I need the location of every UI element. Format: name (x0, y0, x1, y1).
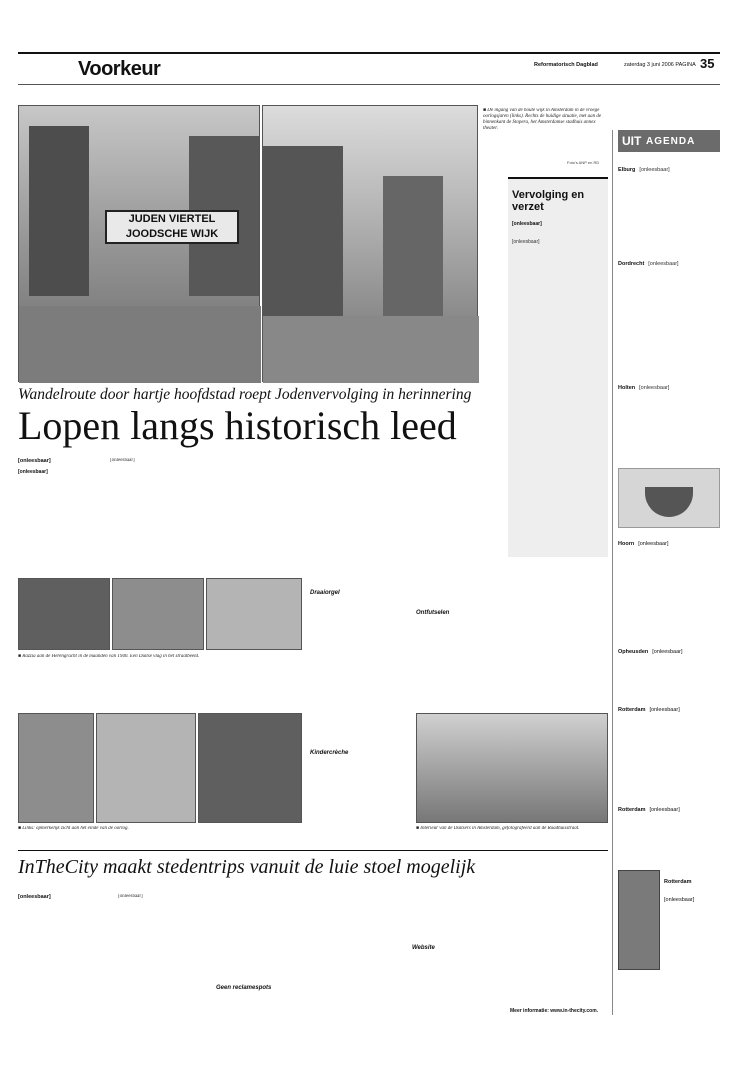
second-intro (18, 894, 110, 901)
section-title-text: Voorkeur (78, 58, 161, 80)
entry-text: [onleesbaar] (664, 897, 695, 903)
entry-place: Hoorn (618, 541, 635, 547)
historic-photo (18, 105, 260, 382)
entry-text: [onleesbaar] (652, 649, 683, 655)
fondue-pot (645, 487, 693, 517)
subhead-draaiorgel: Draaiorgel (310, 590, 340, 596)
vervolging-title: Vervolging en verzet (512, 189, 585, 213)
vervolging-intro: [onleesbaar] (512, 221, 542, 227)
entry-place: Opheusden (618, 649, 649, 655)
top-body-cont (310, 600, 410, 748)
footer-link[interactable]: Meer informatie: www.in-thecity.com. (510, 1008, 599, 1014)
byline: [onleesbaar] (18, 468, 48, 475)
top-intro (18, 458, 103, 475)
subhead-reclamespots: Geen reclamespots (216, 985, 272, 991)
newspaper-name: Reformatorisch Dagblad (534, 62, 598, 68)
uitagenda-title-prefix: UIT (622, 134, 642, 148)
historic-street (19, 306, 261, 383)
entry-text: [onleesbaar] (649, 707, 680, 713)
entry-place: Dordrecht (618, 261, 645, 267)
lower-photo-3 (198, 713, 302, 823)
caption-herengracht (18, 654, 302, 672)
uitagenda-column (618, 130, 720, 1015)
caption-lower-right-text: Interieur van de Duitsers in Amsterdam, gefotografeerd aan de Raadhuisstraat. (420, 826, 580, 831)
date-text: zaterdag 3 juni 2006 (624, 62, 674, 68)
historic-building-left (29, 126, 89, 296)
juden-viertel-sign (105, 210, 239, 244)
top-headline: Lopen langs historisch leed (18, 403, 457, 448)
cyclist-photo (618, 870, 660, 970)
sign-line-1: JUDEN VIERTEL (128, 213, 216, 225)
caption-bullet: ■ (416, 826, 421, 831)
entry-place: Rotterdam (618, 807, 646, 813)
page-label: PAGINA (675, 62, 696, 68)
herengracht-photo-2 (112, 578, 204, 650)
caption-herengracht-text: Razzia aan de Herengracht in de maanden van 1940. Een Duitse vlag in het straatbeeld. (22, 654, 200, 659)
bottom-entry (664, 870, 720, 906)
intro-text: [onleesbaar] (18, 458, 51, 464)
caption-top-text: De ingang van de houte wijk in Amsterdam in de vroege oorlogsjaren (links). Rechts de huidige situatie, met aan de binnenkant de Stopera, het Amsterdamse stadhuis annex theater. (483, 108, 602, 131)
vervolging-body: [onleesbaar] (512, 239, 540, 245)
photo-credit: Foto's ANP en RD (567, 160, 600, 165)
modern-street (263, 316, 479, 383)
entry-text: [onleesbaar] (639, 385, 670, 391)
top-kicker: Wandelroute door hartje hoofdstad roept Jodenvervolging in herinnering (18, 386, 472, 403)
caption-bullet: ■ (18, 654, 23, 659)
entry-place: Holten (618, 385, 636, 391)
modern-building-left (263, 146, 343, 316)
entry-text: [onleesbaar] (639, 167, 670, 173)
raadhuisstraat-photo (416, 713, 608, 823)
caption-lower-right (416, 826, 608, 838)
second-headline: InTheCity maakt stedentrips vanuit de luie stoel mogelijk (18, 856, 476, 878)
header-rule-top (18, 52, 720, 54)
herengracht-photo-1 (18, 578, 110, 650)
second-body: [onleesbaar] (118, 894, 143, 899)
uitagenda-header (618, 130, 720, 152)
section-title (78, 58, 218, 84)
caption-lower-left (18, 826, 302, 838)
subhead-ontfutselen: Ontfutselen (416, 610, 450, 616)
page-date (624, 62, 696, 68)
lower-photo-1 (18, 713, 94, 823)
modern-photo (262, 105, 478, 382)
uitagenda-entry (618, 252, 720, 270)
entry-text: [onleesbaar] (648, 261, 679, 267)
fondue-photo (618, 468, 720, 528)
entry-place: Elburg (618, 167, 636, 173)
uitagenda-entry (618, 698, 720, 716)
caption-top-photos (483, 108, 603, 156)
page-header (18, 50, 720, 86)
entry-text: [onleesbaar] (638, 541, 669, 547)
hoorn-entry (618, 532, 720, 550)
uitagenda-divider (612, 130, 613, 1015)
header-rule-bottom (18, 84, 720, 85)
caption-bullet: ■ (18, 826, 23, 831)
uitagenda-title-suffix: AGENDA (646, 136, 696, 147)
sign-line-2: JOODSCHE WIJK (125, 228, 219, 240)
lower-photo-2 (96, 713, 196, 823)
subhead-kindercreche: Kindercrèche (310, 750, 349, 756)
page-number: 35 (700, 56, 715, 71)
uitagenda-entry (618, 640, 720, 658)
entry-place: Rotterdam (618, 707, 646, 713)
entry-text: [onleesbaar] (649, 807, 680, 813)
caption-lower-left-text: Links: opmerkelijk zicht aan het einde van de oorlog. (22, 826, 129, 831)
story-divider (18, 850, 608, 851)
caption-bullet: ■ (483, 108, 488, 113)
uitagenda-entry (618, 798, 720, 816)
modern-building-towers (383, 176, 443, 316)
herengracht-photo-3 (206, 578, 302, 650)
uitagenda-entry (618, 376, 720, 394)
uitagenda-entry (618, 158, 720, 176)
subhead-website: Website (412, 945, 435, 951)
top-body: [onleesbaar] (110, 458, 135, 463)
second-intro-text: [onleesbaar] (18, 894, 51, 900)
entry-place: Rotterdam (664, 879, 692, 885)
